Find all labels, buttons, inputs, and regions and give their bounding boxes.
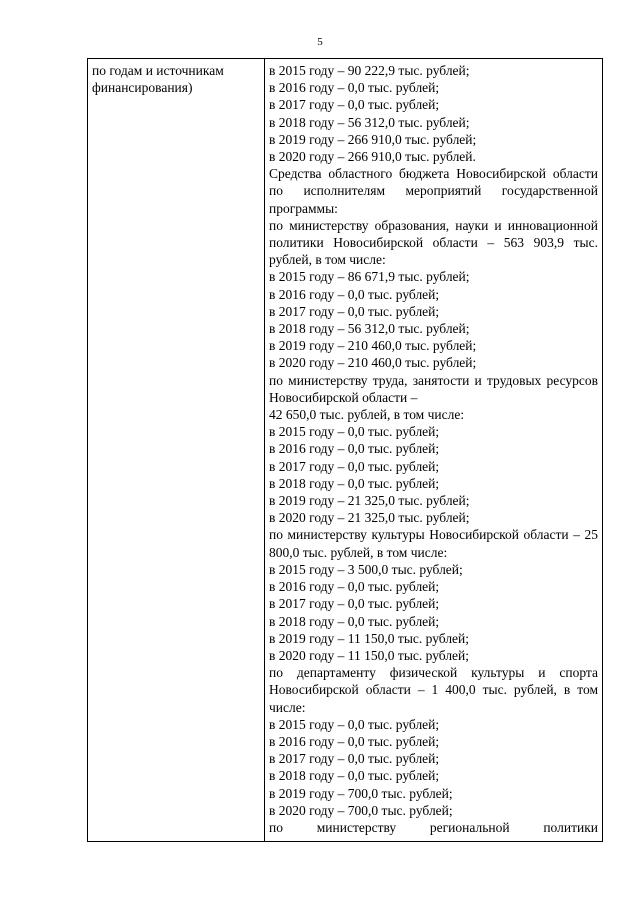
year-line: в 2017 году – 0,0 тыс. рублей; xyxy=(269,97,440,113)
year-line: в 2019 году – 11 150,0 тыс. рублей; xyxy=(269,630,470,646)
labor-heading: по министерству труда, занятости и трудовых ресурсов Новосибирской области – xyxy=(269,372,598,405)
regional-budget-heading: Средства областного бюджета Новосибирской области по исполнителям мероприятий государственной программы: xyxy=(269,166,598,216)
year-line: в 2018 году – 56 312,0 тыс. рублей; xyxy=(269,114,470,130)
culture-heading: по министерству культуры Новосибирской области – 25 800,0 тыс. рублей, в том числе: xyxy=(269,527,598,560)
year-line: в 2017 году – 0,0 тыс. рублей; xyxy=(269,751,440,767)
year-line: в 2016 году – 0,0 тыс. рублей; xyxy=(269,286,440,302)
year-line: в 2019 году – 21 325,0 тыс. рублей; xyxy=(269,493,470,509)
year-line: в 2015 году – 0,0 тыс. рублей; xyxy=(269,424,440,440)
year-line: в 2020 году – 266 910,0 тыс. рублей. xyxy=(269,149,476,165)
year-line: в 2019 году – 266 910,0 тыс. рублей; xyxy=(269,131,477,147)
year-line: в 2015 году – 3 500,0 тыс. рублей; xyxy=(269,561,463,577)
financing-table xyxy=(87,58,603,842)
year-line: в 2019 году – 700,0 тыс. рублей; xyxy=(269,785,453,801)
year-line: в 2016 году – 0,0 тыс. рублей; xyxy=(269,579,440,595)
year-line: в 2016 году – 0,0 тыс. рублей; xyxy=(269,80,440,96)
year-line: в 2015 году – 86 671,9 тыс. рублей; xyxy=(269,269,470,285)
year-line: в 2015 году – 90 222,9 тыс. рублей; xyxy=(269,63,470,78)
education-heading: по министерству образования, науки и инновационной политики Новосибирской области – 563 903,9 тыс. рублей, в том числе: xyxy=(269,217,598,268)
page-number: 5 xyxy=(317,36,323,48)
right-cell xyxy=(265,59,603,842)
year-line: в 2018 году – 56 312,0 тыс. рублей; xyxy=(269,321,470,337)
year-line: в 2020 году – 21 325,0 тыс. рублей; xyxy=(269,510,470,526)
year-line: в 2019 году – 210 460,0 тыс. рублей; xyxy=(269,338,477,354)
year-line: в 2016 году – 0,0 тыс. рублей; xyxy=(269,733,440,749)
year-line: в 2017 году – 0,0 тыс. рублей; xyxy=(269,596,440,612)
year-line: в 2018 году – 0,0 тыс. рублей; xyxy=(269,475,440,491)
year-line: в 2017 году – 0,0 тыс. рублей; xyxy=(269,458,440,474)
table-row xyxy=(88,59,603,842)
year-line: в 2020 году – 11 150,0 тыс. рублей; xyxy=(269,647,470,663)
year-line: в 2020 году – 700,0 тыс. рублей; xyxy=(269,802,453,818)
left-label: по годам и источникам финансирования) xyxy=(92,63,224,95)
regional-policy-heading: по министерству региональной политики xyxy=(269,819,598,835)
year-line: в 2020 году – 210 460,0 тыс. рублей; xyxy=(269,355,477,371)
year-line: в 2017 году – 0,0 тыс. рублей; xyxy=(269,303,440,319)
labor-heading-amount: 42 650,0 тыс. рублей, в том числе: xyxy=(269,407,465,423)
year-line: в 2016 году – 0,0 тыс. рублей; xyxy=(269,441,440,457)
year-line: в 2018 году – 0,0 тыс. рублей; xyxy=(269,768,440,784)
year-line: в 2018 году – 0,0 тыс. рублей; xyxy=(269,613,440,629)
year-line: в 2015 году – 0,0 тыс. рублей; xyxy=(269,716,440,732)
left-cell xyxy=(88,59,265,842)
sport-heading: по департаменту физической культуры и спорта Новосибирской области – 1 400,0 тыс. рублей, в том числе: xyxy=(269,665,598,715)
